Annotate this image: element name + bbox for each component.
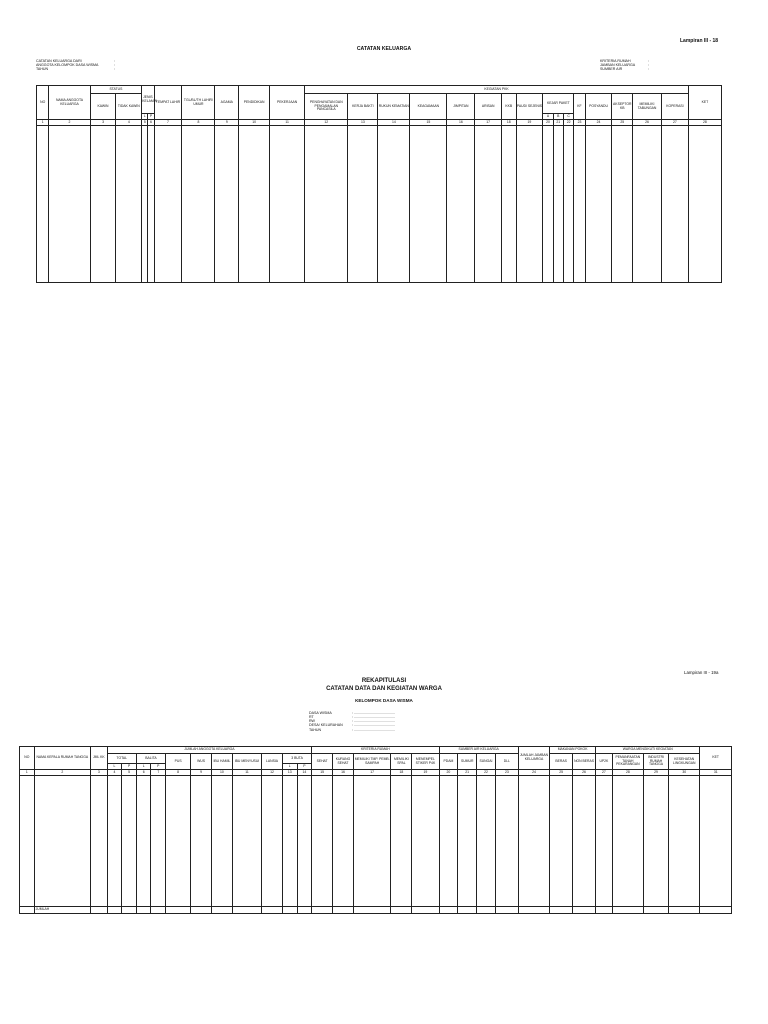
page2-subtitle: KELOMPOK DASA WISMA <box>355 698 413 703</box>
hdr-sungai: SUNGAI <box>477 754 496 770</box>
hdr-p: P <box>122 764 137 770</box>
col-number: 3 <box>90 770 107 776</box>
col-number: 8 <box>166 770 191 776</box>
col-number: 21 <box>458 770 477 776</box>
table-cell[interactable] <box>212 907 233 914</box>
hdr-no: NO <box>20 747 35 770</box>
table-cell[interactable] <box>305 126 348 283</box>
table-cell[interactable] <box>166 776 191 907</box>
hdr-tidak-kawin: TIDAK KAWIN <box>116 94 142 120</box>
table-cell[interactable] <box>661 126 688 283</box>
hdr-beras: BERAS <box>550 754 573 770</box>
hdr-no: NO <box>37 86 49 120</box>
hdr-balita: BALITA <box>136 754 165 764</box>
hdr-p: P <box>297 764 312 770</box>
col-number: 5 <box>122 770 137 776</box>
col-number: 6 <box>136 770 151 776</box>
col-number: 6 <box>148 120 154 126</box>
table-cell[interactable] <box>232 776 261 907</box>
table-cell[interactable] <box>553 126 563 283</box>
hdr-nama: NAMA ANGGOTA KELUARGA <box>49 86 90 120</box>
hdr-paud: PAUD/ SEJENIS <box>516 94 543 120</box>
hdr-kegiatan-pkk: KEGIATAN PKK <box>305 86 689 94</box>
table-cell[interactable] <box>166 907 191 914</box>
meta-row: TAHUN : ......................................... <box>309 727 395 732</box>
col-number: 16 <box>333 770 354 776</box>
col-number: 4 <box>107 770 122 776</box>
col-number: 7 <box>151 770 166 776</box>
col-number: 28 <box>612 770 643 776</box>
col-number: 10 <box>239 120 270 126</box>
table-cell[interactable] <box>107 776 122 907</box>
table-cell[interactable] <box>644 907 669 914</box>
page1-table <box>36 85 722 283</box>
hdr-l: L <box>142 114 148 120</box>
hdr-memiliki-spal: MEMILIKI SPAL <box>391 754 412 770</box>
page1-meta-right <box>600 59 649 72</box>
table-cell[interactable] <box>700 907 732 914</box>
hdr-tempat-lahir: TEMPAT LAHIR <box>154 86 182 120</box>
hdr-sehat: SEHAT <box>312 754 333 770</box>
hdr-sumur: SUMUR <box>458 754 477 770</box>
col-number: 11 <box>270 120 305 126</box>
hdr-kawin: KAWIN <box>90 94 116 120</box>
table-cell[interactable] <box>644 776 669 907</box>
hdr-jumlah-jamban: JUMLAH JAMBAN KELUARGA <box>518 747 549 770</box>
table-cell[interactable] <box>573 776 596 907</box>
page2-table <box>19 746 732 914</box>
table-cell[interactable] <box>477 776 496 907</box>
table-cell[interactable] <box>688 126 721 283</box>
hdr-ket: KET <box>688 86 721 120</box>
table-cell[interactable] <box>596 907 613 914</box>
hdr-jimpitan: JIMPITAN <box>447 94 475 120</box>
table-cell[interactable] <box>447 126 475 283</box>
col-number: 12 <box>262 770 283 776</box>
meta-row: DESA/ KELURAHAN : ......................................... <box>309 723 395 728</box>
hdr-posyandu: POSYANDU <box>585 94 612 120</box>
table-cell[interactable] <box>333 907 354 914</box>
hdr-industri: INDUSTRI RUMAH TANGGA <box>644 754 669 770</box>
table-cell[interactable] <box>151 776 166 907</box>
hdr-3-buta: 3 BUTA <box>282 754 311 764</box>
col-number: 14 <box>297 770 312 776</box>
table-cell[interactable] <box>353 776 391 907</box>
table-cell[interactable] <box>518 907 549 914</box>
table-cell[interactable] <box>154 126 182 283</box>
table-cell[interactable] <box>516 126 543 283</box>
meta-row: CATATAN KELUARGA DARI : <box>36 59 115 63</box>
table-cell[interactable] <box>312 776 333 907</box>
hdr-l: L <box>107 764 122 770</box>
col-number: 9 <box>191 770 212 776</box>
table-cell[interactable] <box>458 776 477 907</box>
table-cell[interactable] <box>107 907 122 914</box>
col-number: 2 <box>49 120 90 126</box>
table-cell[interactable] <box>585 126 612 283</box>
table-cell[interactable] <box>333 776 354 907</box>
table-cell[interactable] <box>262 776 283 907</box>
col-number: 17 <box>475 120 502 126</box>
hdr-makanan-pokok: MAKANAN POKOK <box>550 747 596 754</box>
table-cell[interactable] <box>669 907 700 914</box>
table-cell[interactable] <box>49 126 90 283</box>
hdr-memiliki-tmp-sampah: MEMILIKI TMP. PEMB. SAMPAH <box>353 754 391 770</box>
hdr-rukun-kematian: RUKUN KEMATIAN <box>378 94 410 120</box>
table-cell[interactable] <box>612 907 643 914</box>
table-cell[interactable] <box>574 126 585 283</box>
table-cell[interactable] <box>596 776 613 907</box>
table-cell[interactable] <box>282 776 297 907</box>
table-cell[interactable] <box>90 126 116 283</box>
page2-lampiran: Lampiran III - 19a <box>684 670 719 675</box>
table-cell[interactable] <box>90 776 107 907</box>
page1-body-row <box>37 126 722 283</box>
meta-row: KRITERIA RUMAH : <box>600 59 649 63</box>
hdr-tgl-lahir: TGL/BL/TH LAHIR/ UMUR <box>182 86 215 120</box>
table-cell[interactable] <box>391 907 412 914</box>
table-cell[interactable] <box>502 126 516 283</box>
col-number: 17 <box>353 770 391 776</box>
hdr-pdam: PDAM <box>439 754 458 770</box>
hdr-kkb: KKB <box>502 94 516 120</box>
hdr-ibu-hamil: IBU HAMIL <box>212 754 233 770</box>
col-number: 29 <box>644 770 669 776</box>
col-number: 10 <box>212 770 233 776</box>
table-cell[interactable] <box>122 776 137 907</box>
meta-row: JAMBAN KELUARGA : <box>600 63 649 68</box>
table-cell[interactable] <box>458 907 477 914</box>
table-cell[interactable] <box>136 907 151 914</box>
hdr-jumlah-anggota: JUMLAH ANGGOTA KELUARGA <box>107 747 312 754</box>
meta-row: TAHUN : <box>36 67 115 72</box>
table-cell <box>20 907 35 914</box>
hdr-p: P <box>151 764 166 770</box>
table-cell[interactable] <box>612 776 643 907</box>
table-cell[interactable] <box>475 126 502 283</box>
col-number: 20 <box>439 770 458 776</box>
hdr-jml-kk: JML KK <box>90 747 107 770</box>
col-number: 28 <box>688 120 721 126</box>
table-cell[interactable] <box>312 907 333 914</box>
col-number: 9 <box>215 120 239 126</box>
hdr-dll: DLL <box>495 754 518 770</box>
table-cell[interactable] <box>669 776 700 907</box>
hdr-akseptor-kb: AKSEPTOR KB <box>612 94 633 120</box>
table-cell[interactable] <box>297 776 312 907</box>
hdr-kurang-sehat: KURANG SEHAT <box>333 754 354 770</box>
table-cell[interactable] <box>612 126 633 283</box>
table-cell[interactable] <box>116 126 142 283</box>
table-cell[interactable] <box>550 907 573 914</box>
page2-meta <box>309 711 449 732</box>
hdr-kriteria-rumah: KRITERIA RUMAH <box>312 747 439 754</box>
table-cell[interactable] <box>439 776 458 907</box>
col-number: 31 <box>700 770 732 776</box>
hdr-wus: WUS <box>191 754 212 770</box>
col-number: 4 <box>116 120 142 126</box>
col-number: 26 <box>633 120 662 126</box>
col-number: 15 <box>410 120 447 126</box>
hdr-jenis-kelamin: JENIS KELAMIN <box>142 86 154 114</box>
col-number: 11 <box>232 770 261 776</box>
meta-row: ANGGOTA KELOMPOK DASA WISMA : <box>36 63 115 68</box>
table-cell[interactable] <box>495 907 518 914</box>
col-number: 23 <box>574 120 585 126</box>
hdr-total: TOTAL <box>107 754 136 764</box>
table-cell[interactable] <box>495 776 518 907</box>
hdr-kf: KF <box>574 94 585 120</box>
hdr-l: L <box>282 764 297 770</box>
col-number: 18 <box>391 770 412 776</box>
meta-row: RW : ......................................... <box>309 719 395 724</box>
page2-jumlah-row <box>20 907 732 914</box>
hdr-sumber-air: SUMBER AIR KELUARGA <box>439 747 518 754</box>
table-cell[interactable] <box>378 126 410 283</box>
hdr-pus: PUS <box>166 754 191 770</box>
table-cell[interactable] <box>518 776 549 907</box>
hdr-nama-kk: NAMA KEPALA RUMAH TANGGA <box>34 747 90 770</box>
col-number: 25 <box>550 770 573 776</box>
col-number: 13 <box>282 770 297 776</box>
table-cell[interactable] <box>37 126 49 283</box>
hdr-agama: AGAMA <box>215 86 239 120</box>
col-number: 24 <box>518 770 549 776</box>
table-cell[interactable] <box>232 907 261 914</box>
col-number: 1 <box>20 770 35 776</box>
hdr-koperasi: KOPERASI <box>661 94 688 120</box>
table-cell[interactable] <box>410 126 447 283</box>
col-number: 7 <box>154 120 182 126</box>
hdr-pekerjaan: PEKERJAAN <box>270 86 305 120</box>
col-number: 23 <box>495 770 518 776</box>
hdr-l: L <box>136 764 151 770</box>
hdr-kesehatan: KESEHATAN LINGKUNGAN <box>669 754 700 770</box>
hdr-pendidikan: PENDIDIKAN <box>239 86 270 120</box>
meta-row: SUMBER AIR : <box>600 67 649 72</box>
col-number: 27 <box>661 120 688 126</box>
table-cell[interactable] <box>353 907 391 914</box>
table-cell[interactable] <box>90 907 107 914</box>
col-number: 16 <box>447 120 475 126</box>
hdr-keagamaan: KEAGAMAAN <box>410 94 447 120</box>
page2-title2: CATATAN DATA DAN KEGIATAN WARGA <box>326 686 442 692</box>
hdr-ket: KET <box>700 747 732 770</box>
col-number: 2 <box>34 770 90 776</box>
hdr-memiliki-tabungan: MEMILIKI TABUNGAN <box>633 94 662 120</box>
table-cell[interactable] <box>543 126 553 283</box>
col-number: 21 <box>553 120 563 126</box>
table-cell[interactable] <box>348 126 378 283</box>
col-number: 20 <box>543 120 553 126</box>
table-cell[interactable] <box>563 126 573 283</box>
hdr-a: A <box>543 114 553 120</box>
col-number: 25 <box>612 120 633 126</box>
jumlah-label: JUMLAH <box>34 907 90 914</box>
hdr-ibu-menyusui: IBU MENYUSUI <box>232 754 261 770</box>
col-number: 1 <box>37 120 49 126</box>
hdr-kerja-bakti: KERJA BAKTI <box>348 94 378 120</box>
col-number: 27 <box>596 770 613 776</box>
col-number: 14 <box>378 120 410 126</box>
table-cell[interactable] <box>412 907 439 914</box>
col-number: 3 <box>90 120 116 126</box>
table-cell[interactable] <box>633 126 662 283</box>
table-cell[interactable] <box>262 907 283 914</box>
col-number: 12 <box>305 120 348 126</box>
hdr-up2k: UP2K <box>596 754 613 770</box>
table-cell[interactable] <box>34 776 90 907</box>
page2-body-row <box>20 776 732 907</box>
col-number: 22 <box>477 770 496 776</box>
col-number: 18 <box>502 120 516 126</box>
col-number: 19 <box>412 770 439 776</box>
table-cell[interactable] <box>700 776 732 907</box>
hdr-c: C <box>563 114 573 120</box>
table-cell[interactable] <box>212 776 233 907</box>
page2-title1: REKAPITULASI <box>361 678 407 684</box>
table-cell[interactable] <box>477 907 496 914</box>
table-cell[interactable] <box>282 907 297 914</box>
hdr-status: STATUS <box>90 86 142 94</box>
hdr-pemanfaatan: PEMANFAATAN TANAH PEKARANGAN <box>612 754 643 770</box>
page1-lampiran: Lampiran III - 18 <box>680 38 719 44</box>
hdr-p: P <box>149 113 153 118</box>
table-cell[interactable] <box>182 126 215 283</box>
hdr-b: B <box>553 114 563 120</box>
col-number: 22 <box>563 120 573 126</box>
table-cell[interactable] <box>391 776 412 907</box>
col-number: 30 <box>669 770 700 776</box>
meta-row: RT : ......................................... <box>309 715 395 720</box>
col-number: 13 <box>348 120 378 126</box>
table-cell[interactable] <box>122 907 137 914</box>
hdr-kejar-paket: KEJAR PAKET <box>543 94 574 114</box>
table-cell[interactable] <box>439 907 458 914</box>
hdr-warga-mengikuti: WARGA MENGIKUTI KEGIATAN <box>596 747 700 754</box>
table-cell[interactable] <box>412 776 439 907</box>
table-cell[interactable] <box>191 907 212 914</box>
hdr-lansia: LANSIA <box>262 754 283 770</box>
col-number: 5 <box>142 120 148 126</box>
hdr-penghayatan: PENGHAYATAN DAN PENGAMALAN PANCASILA <box>305 94 348 120</box>
table-cell[interactable] <box>20 776 35 907</box>
table-cell[interactable] <box>573 907 596 914</box>
table-cell[interactable] <box>297 907 312 914</box>
table-cell[interactable] <box>550 776 573 907</box>
col-number: 24 <box>585 120 612 126</box>
table-cell[interactable] <box>270 126 305 283</box>
col-number: 26 <box>573 770 596 776</box>
meta-row: DASA WISMA : ......................................... <box>309 711 395 715</box>
table-cell[interactable] <box>239 126 270 283</box>
table-cell[interactable] <box>191 776 212 907</box>
page1-meta-left <box>36 59 115 72</box>
col-number: 8 <box>182 120 215 126</box>
col-number: 15 <box>312 770 333 776</box>
hdr-non-beras: NON BERAS <box>573 754 596 770</box>
col-number: 19 <box>516 120 543 126</box>
table-cell[interactable] <box>215 126 239 283</box>
hdr-menempel-stiker: MENEMPEL STIKER P4K <box>412 754 439 770</box>
table-cell[interactable] <box>151 907 166 914</box>
table-cell[interactable] <box>136 776 151 907</box>
page1-title: CATATAN KELUARGA <box>356 46 412 52</box>
hdr-arisan: ARISAN <box>475 94 502 120</box>
